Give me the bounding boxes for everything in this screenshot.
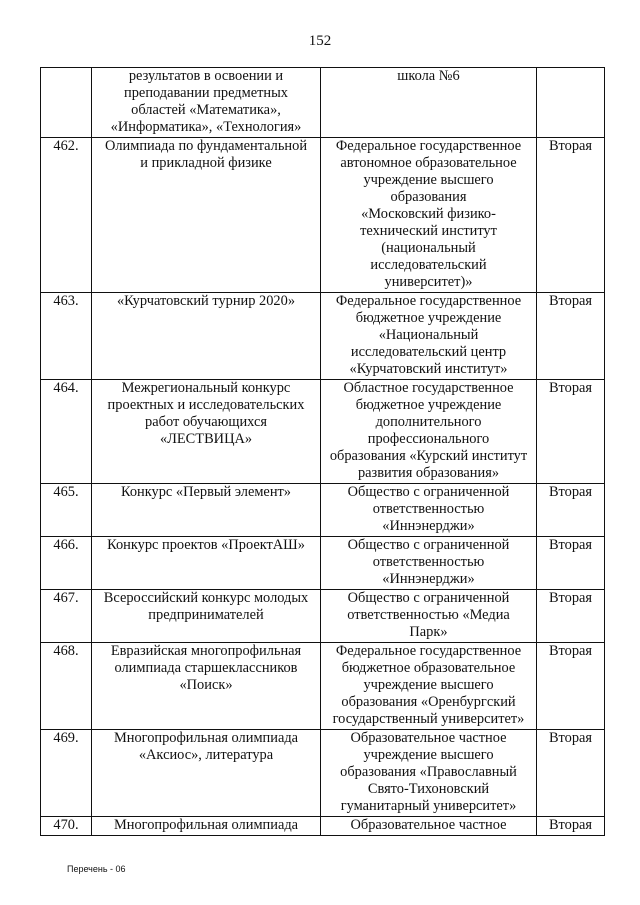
event-level: Вторая bbox=[537, 817, 605, 836]
organizer: Общество с ограниченной ответственностью «Иннэнерджи» bbox=[321, 484, 537, 537]
organizer: школа №6 bbox=[321, 68, 537, 138]
event-name: «Курчатовский турнир 2020» bbox=[92, 293, 321, 380]
event-name: Евразийская многопрофильная олимпиада старшеклассников «Поиск» bbox=[92, 643, 321, 730]
row-number: 467. bbox=[41, 590, 92, 643]
row-number: 462. bbox=[41, 138, 92, 293]
event-level: Вторая bbox=[537, 138, 605, 293]
event-level: Вторая bbox=[537, 537, 605, 590]
event-level: Вторая bbox=[537, 590, 605, 643]
table-row bbox=[41, 537, 605, 590]
table-row bbox=[41, 817, 605, 836]
organizer: Образовательное частное bbox=[321, 817, 537, 836]
row-number: 466. bbox=[41, 537, 92, 590]
page-footer: Перечень - 06 bbox=[67, 864, 126, 874]
table-row bbox=[41, 293, 605, 380]
olympiad-list-table bbox=[40, 67, 605, 836]
page-number: 152 bbox=[308, 33, 332, 49]
event-level: Вторая bbox=[537, 380, 605, 484]
row-number bbox=[41, 68, 92, 138]
organizer: Федеральное государственное автономное образовательное учреждение высшего образования «Московский физико- технический институт (национальный исследовательский университет)» bbox=[321, 138, 537, 293]
event-level: Вторая bbox=[537, 293, 605, 380]
event-level: Вторая bbox=[537, 730, 605, 817]
row-number: 470. bbox=[41, 817, 92, 836]
organizer: Общество с ограниченной ответственностью «Медиа Парк» bbox=[321, 590, 537, 643]
event-name: Всероссийский конкурс молодых предпринимателей bbox=[92, 590, 321, 643]
table-row bbox=[41, 730, 605, 817]
organizer: Областное государственное бюджетное учреждение дополнительного профессионального образования «Курский институт развития образования» bbox=[321, 380, 537, 484]
organizer: Общество с ограниченной ответственностью «Иннэнерджи» bbox=[321, 537, 537, 590]
table-row bbox=[41, 484, 605, 537]
event-level: Вторая bbox=[537, 484, 605, 537]
organizer: Федеральное государственное бюджетное образовательное учреждение высшего образования «Оренбургский государственный университет» bbox=[321, 643, 537, 730]
table-row bbox=[41, 643, 605, 730]
event-name: Многопрофильная олимпиада «Аксиос», литература bbox=[92, 730, 321, 817]
row-number: 465. bbox=[41, 484, 92, 537]
event-name: Межрегиональный конкурс проектных и исследовательских работ обучающихся «ЛЕСТВИЦА» bbox=[92, 380, 321, 484]
table-row bbox=[41, 68, 605, 138]
organizer: Федеральное государственное бюджетное учреждение «Национальный исследовательский центр «Курчатовский институт» bbox=[321, 293, 537, 380]
row-number: 469. bbox=[41, 730, 92, 817]
table-row bbox=[41, 138, 605, 293]
table-row bbox=[41, 590, 605, 643]
event-level: Вторая bbox=[537, 643, 605, 730]
row-number: 468. bbox=[41, 643, 92, 730]
event-name: Конкурс проектов «ПроектАШ» bbox=[92, 537, 321, 590]
row-number: 464. bbox=[41, 380, 92, 484]
event-level bbox=[537, 68, 605, 138]
event-name: Олимпиада по фундаментальной и прикладной физике bbox=[92, 138, 321, 293]
event-name: Многопрофильная олимпиада bbox=[92, 817, 321, 836]
event-name: результатов в освоении и преподавании предметных областей «Математика», «Информатика», «Технология» bbox=[92, 68, 321, 138]
row-number: 463. bbox=[41, 293, 92, 380]
organizer: Образовательное частное учреждение высшего образования «Православный Свято-Тихоновский гуманитарный университет» bbox=[321, 730, 537, 817]
event-name: Конкурс «Первый элемент» bbox=[92, 484, 321, 537]
table-row bbox=[41, 380, 605, 484]
